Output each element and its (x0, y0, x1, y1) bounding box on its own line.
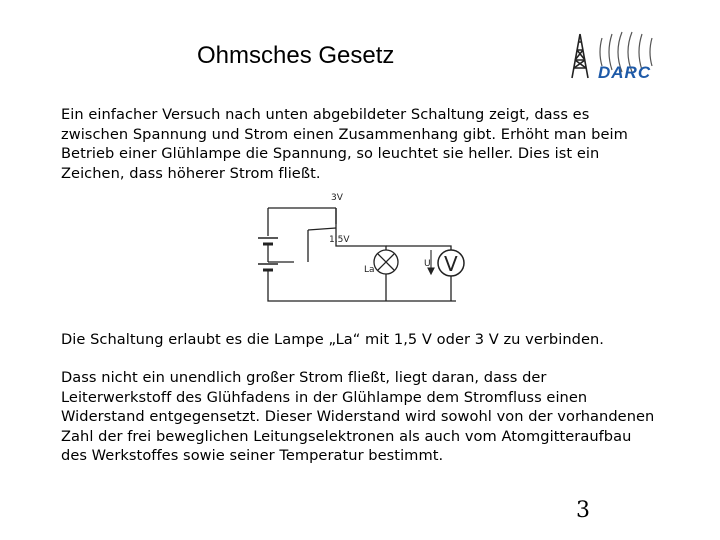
intro-paragraph: Ein einfacher Versuch nach unten abgebildeter Schaltung zeigt, dass es zwischen Spannung und Strom einen Zusammenhang gibt. Erhöht man beim Betrieb einer Glühlampe die Spannung, so leuchtet sie heller. Dies ist ein Zeichen, dass höherer Strom fließt. (61, 106, 628, 182)
antenna-tower-icon (572, 34, 588, 78)
label-u: U (424, 259, 431, 269)
label-lamp: La (364, 265, 375, 275)
page-number: 3 (576, 498, 590, 523)
voltmeter-label: V (444, 252, 458, 276)
lamp-icon (374, 250, 398, 274)
slide-title: Ohmsches Gesetz (197, 42, 395, 69)
label-1-5v: 1,5V (329, 235, 350, 245)
circuit-explanation: Die Schaltung erlaubt es die Lampe „La“ mit 1,5 V oder 3 V zu verbinden. (61, 331, 604, 348)
logo-text: DARC (598, 63, 652, 82)
circuit-diagram (236, 186, 476, 316)
resistance-paragraph: Dass nicht ein unendlich großer Strom fließt, liegt daran, dass der Leiterwerkstoff des Glühfadens in der Glühlampe dem Stromfluss einen Widerstand entgegensetzt. Dieser Widerstand wird sowohl von der vorhandenen Zahl der frei beweglichen Leitungselektronen als auch vom Atomgitteraufbau des Werkstoffes sowie seiner Temperatur bestimmt. (61, 369, 655, 464)
label-3v: 3V (331, 193, 343, 203)
darc-logo (562, 28, 670, 88)
battery-icon (258, 238, 278, 284)
